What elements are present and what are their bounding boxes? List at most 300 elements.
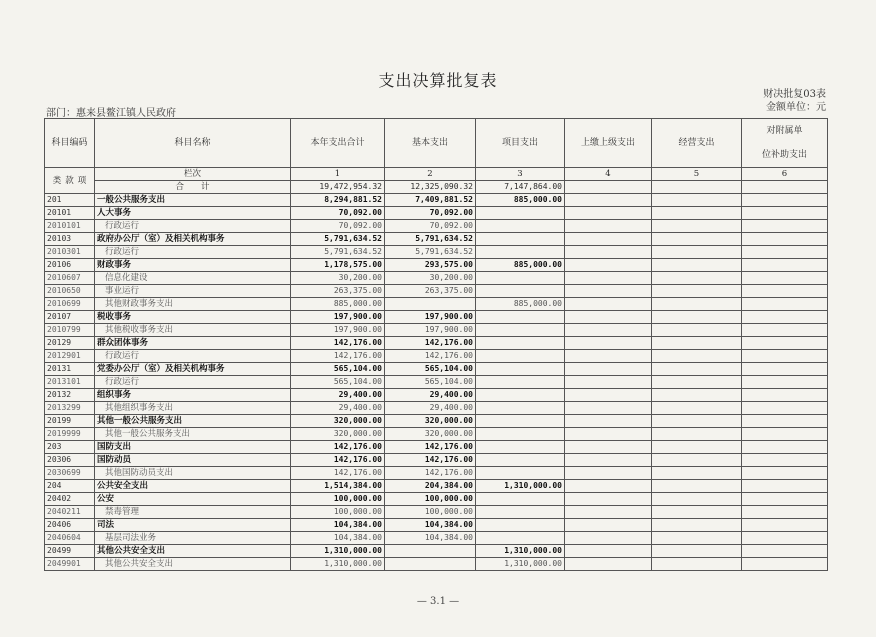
row-business bbox=[652, 454, 742, 467]
row-project: 885,000.00 bbox=[476, 259, 565, 272]
row-basic: 320,000.00 bbox=[385, 428, 476, 441]
table-row bbox=[45, 285, 828, 298]
row-basic: 7,409,881.52 bbox=[385, 194, 476, 207]
row-business bbox=[652, 415, 742, 428]
row-basic: 29,400.00 bbox=[385, 389, 476, 402]
row-code: 20103 bbox=[45, 233, 95, 246]
row-project bbox=[476, 207, 565, 220]
row-total: 565,104.00 bbox=[291, 376, 385, 389]
row-project bbox=[476, 415, 565, 428]
row-basic: 142,176.00 bbox=[385, 350, 476, 363]
row-total: 104,384.00 bbox=[291, 519, 385, 532]
row-name: 群众团体事务 bbox=[95, 337, 291, 350]
row-project bbox=[476, 376, 565, 389]
row-code: 20106 bbox=[45, 259, 95, 272]
table-row bbox=[45, 220, 828, 233]
row-code: 2010101 bbox=[45, 220, 95, 233]
table-row bbox=[45, 272, 828, 285]
row-business bbox=[652, 402, 742, 415]
row-subsidy bbox=[742, 233, 828, 246]
row-business bbox=[652, 493, 742, 506]
table-row bbox=[45, 194, 828, 207]
row-name: 其他一般公共服务支出 bbox=[95, 428, 291, 441]
table-row bbox=[45, 532, 828, 545]
row-business bbox=[652, 246, 742, 259]
row-name: 公安 bbox=[95, 493, 291, 506]
row-basic: 142,176.00 bbox=[385, 454, 476, 467]
row-business bbox=[652, 207, 742, 220]
row-business bbox=[652, 467, 742, 480]
row-name: 司法 bbox=[95, 519, 291, 532]
col-index-2: 2 bbox=[385, 168, 476, 181]
row-name: 一般公共服务支出 bbox=[95, 194, 291, 207]
row-upper bbox=[565, 246, 652, 259]
row-project: 1,310,000.00 bbox=[476, 558, 565, 571]
row-project: 1,310,000.00 bbox=[476, 545, 565, 558]
row-name: 行政运行 bbox=[95, 246, 291, 259]
row-business bbox=[652, 194, 742, 207]
header-project: 项目支出 bbox=[476, 119, 565, 168]
row-business bbox=[652, 363, 742, 376]
total-total: 19,472,954.32 bbox=[291, 181, 385, 194]
row-project bbox=[476, 246, 565, 259]
row-business bbox=[652, 350, 742, 363]
row-name: 事业运行 bbox=[95, 285, 291, 298]
label-lei: 类 bbox=[52, 175, 62, 186]
row-name: 财政事务 bbox=[95, 259, 291, 272]
row-total: 1,514,384.00 bbox=[291, 480, 385, 493]
row-subsidy bbox=[742, 324, 828, 337]
row-business bbox=[652, 441, 742, 454]
row-upper bbox=[565, 519, 652, 532]
row-subsidy bbox=[742, 363, 828, 376]
row-upper bbox=[565, 363, 652, 376]
row-basic: 197,900.00 bbox=[385, 311, 476, 324]
row-subsidy bbox=[742, 389, 828, 402]
row-upper bbox=[565, 428, 652, 441]
row-project: 885,000.00 bbox=[476, 194, 565, 207]
row-subsidy bbox=[742, 519, 828, 532]
row-upper bbox=[565, 402, 652, 415]
table-row bbox=[45, 363, 828, 376]
row-upper bbox=[565, 480, 652, 493]
row-total: 5,791,634.52 bbox=[291, 246, 385, 259]
row-business bbox=[652, 324, 742, 337]
row-upper bbox=[565, 285, 652, 298]
table-row bbox=[45, 350, 828, 363]
row-subsidy bbox=[742, 480, 828, 493]
row-subsidy bbox=[742, 207, 828, 220]
total-basic: 12,325,090.32 bbox=[385, 181, 476, 194]
row-name: 基层司法业务 bbox=[95, 532, 291, 545]
row-business bbox=[652, 506, 742, 519]
row-total: 320,000.00 bbox=[291, 428, 385, 441]
row-subsidy bbox=[742, 246, 828, 259]
row-total: 100,000.00 bbox=[291, 506, 385, 519]
row-code: 20199 bbox=[45, 415, 95, 428]
header-business: 经营支出 bbox=[652, 119, 742, 168]
row-name: 公共安全支出 bbox=[95, 480, 291, 493]
row-upper bbox=[565, 558, 652, 571]
row-project bbox=[476, 389, 565, 402]
row-business bbox=[652, 298, 742, 311]
row-upper bbox=[565, 233, 652, 246]
col-index-5: 5 bbox=[652, 168, 742, 181]
row-total: 142,176.00 bbox=[291, 350, 385, 363]
row-basic bbox=[385, 298, 476, 311]
row-basic: 293,575.00 bbox=[385, 259, 476, 272]
row-code: 20402 bbox=[45, 493, 95, 506]
row-project bbox=[476, 233, 565, 246]
row-basic bbox=[385, 545, 476, 558]
header-upper: 上缴上级支出 bbox=[565, 119, 652, 168]
row-basic: 565,104.00 bbox=[385, 363, 476, 376]
row-code: 2013299 bbox=[45, 402, 95, 415]
table-row bbox=[45, 454, 828, 467]
total-project: 7,147,864.00 bbox=[476, 181, 565, 194]
row-project bbox=[476, 532, 565, 545]
row-name: 国防动员 bbox=[95, 454, 291, 467]
row-code: 2030699 bbox=[45, 467, 95, 480]
col-index-6: 6 bbox=[742, 168, 828, 181]
row-business bbox=[652, 259, 742, 272]
row-name: 其他财政事务支出 bbox=[95, 298, 291, 311]
department-label: 部门：惠来县鳌江镇人民政府 bbox=[46, 108, 176, 119]
row-name: 税收事务 bbox=[95, 311, 291, 324]
row-name: 其他公共安全支出 bbox=[95, 545, 291, 558]
row-basic: 142,176.00 bbox=[385, 467, 476, 480]
row-basic bbox=[385, 558, 476, 571]
table-row bbox=[45, 311, 828, 324]
table-row bbox=[45, 558, 828, 571]
row-subsidy bbox=[742, 194, 828, 207]
row-basic: 320,000.00 bbox=[385, 415, 476, 428]
row-total: 1,310,000.00 bbox=[291, 545, 385, 558]
row-project bbox=[476, 337, 565, 350]
header-subsidy bbox=[742, 119, 828, 168]
form-meta bbox=[763, 88, 826, 114]
row-upper bbox=[565, 493, 652, 506]
col-index-4: 4 bbox=[565, 168, 652, 181]
row-project bbox=[476, 220, 565, 233]
row-subsidy bbox=[742, 415, 828, 428]
header-subsidy-line2: 位补助支出 bbox=[761, 150, 807, 160]
table-row bbox=[45, 376, 828, 389]
row-subsidy bbox=[742, 220, 828, 233]
row-total: 565,104.00 bbox=[291, 363, 385, 376]
row-basic: 5,791,634.52 bbox=[385, 233, 476, 246]
row-subsidy bbox=[742, 376, 828, 389]
row-name: 国防支出 bbox=[95, 441, 291, 454]
row-business bbox=[652, 285, 742, 298]
row-subsidy bbox=[742, 493, 828, 506]
row-code: 2040211 bbox=[45, 506, 95, 519]
row-name: 人大事务 bbox=[95, 207, 291, 220]
row-basic: 104,384.00 bbox=[385, 519, 476, 532]
table-row bbox=[45, 207, 828, 220]
row-name: 其他组织事务支出 bbox=[95, 402, 291, 415]
row-project bbox=[476, 285, 565, 298]
row-business bbox=[652, 480, 742, 493]
row-code: 2019999 bbox=[45, 428, 95, 441]
row-project bbox=[476, 311, 565, 324]
row-business bbox=[652, 428, 742, 441]
row-business bbox=[652, 233, 742, 246]
row-code: 2013101 bbox=[45, 376, 95, 389]
row-basic: 100,000.00 bbox=[385, 493, 476, 506]
row-code: 204 bbox=[45, 480, 95, 493]
row-total: 142,176.00 bbox=[291, 467, 385, 480]
table-row bbox=[45, 259, 828, 272]
row-business bbox=[652, 532, 742, 545]
row-total: 100,000.00 bbox=[291, 493, 385, 506]
row-project bbox=[476, 272, 565, 285]
row-upper bbox=[565, 389, 652, 402]
row-subsidy bbox=[742, 402, 828, 415]
label-xiang: 项 bbox=[77, 175, 87, 186]
row-basic: 142,176.00 bbox=[385, 337, 476, 350]
column-index-row bbox=[45, 168, 828, 181]
row-name: 政府办公厅（室）及相关机构事务 bbox=[95, 233, 291, 246]
row-basic: 100,000.00 bbox=[385, 506, 476, 519]
row-total: 1,310,000.00 bbox=[291, 558, 385, 571]
row-code: 20132 bbox=[45, 389, 95, 402]
row-basic: 142,176.00 bbox=[385, 441, 476, 454]
row-basic: 197,900.00 bbox=[385, 324, 476, 337]
row-total: 70,092.00 bbox=[291, 207, 385, 220]
row-project bbox=[476, 324, 565, 337]
row-name: 行政运行 bbox=[95, 220, 291, 233]
row-subsidy bbox=[742, 259, 828, 272]
row-total: 5,791,634.52 bbox=[291, 233, 385, 246]
header-row bbox=[45, 119, 828, 168]
row-code: 2010607 bbox=[45, 272, 95, 285]
label-lanci: 栏次 bbox=[95, 168, 291, 181]
row-basic: 29,400.00 bbox=[385, 402, 476, 415]
row-code: 203 bbox=[45, 441, 95, 454]
table-row bbox=[45, 467, 828, 480]
row-total: 30,200.00 bbox=[291, 272, 385, 285]
row-basic: 70,092.00 bbox=[385, 220, 476, 233]
row-basic: 5,791,634.52 bbox=[385, 246, 476, 259]
table-row bbox=[45, 298, 828, 311]
row-total: 1,178,575.00 bbox=[291, 259, 385, 272]
row-upper bbox=[565, 506, 652, 519]
row-upper bbox=[565, 376, 652, 389]
row-project bbox=[476, 467, 565, 480]
row-project bbox=[476, 519, 565, 532]
label-kuan: 款 bbox=[65, 175, 74, 186]
row-business bbox=[652, 545, 742, 558]
table-row bbox=[45, 402, 828, 415]
row-project: 1,310,000.00 bbox=[476, 480, 565, 493]
table-row bbox=[45, 246, 828, 259]
row-upper bbox=[565, 194, 652, 207]
row-name: 行政运行 bbox=[95, 350, 291, 363]
table-body bbox=[45, 194, 828, 571]
row-project bbox=[476, 454, 565, 467]
table-row bbox=[45, 493, 828, 506]
row-code: 20107 bbox=[45, 311, 95, 324]
row-business bbox=[652, 272, 742, 285]
row-basic: 204,384.00 bbox=[385, 480, 476, 493]
expenditure-table bbox=[44, 118, 828, 571]
row-upper bbox=[565, 259, 652, 272]
row-code: 20129 bbox=[45, 337, 95, 350]
row-subsidy bbox=[742, 441, 828, 454]
row-subsidy bbox=[742, 298, 828, 311]
row-total: 320,000.00 bbox=[291, 415, 385, 428]
row-total: 29,400.00 bbox=[291, 389, 385, 402]
row-total: 197,900.00 bbox=[291, 324, 385, 337]
page-title: 支出决算批复表 bbox=[378, 71, 498, 90]
row-total: 142,176.00 bbox=[291, 454, 385, 467]
total-upper bbox=[565, 181, 652, 194]
row-name: 其他税收事务支出 bbox=[95, 324, 291, 337]
row-total: 29,400.00 bbox=[291, 402, 385, 415]
row-name: 信息化建设 bbox=[95, 272, 291, 285]
row-code: 20406 bbox=[45, 519, 95, 532]
row-code: 20499 bbox=[45, 545, 95, 558]
row-code: 2010650 bbox=[45, 285, 95, 298]
row-name: 其他一般公共服务支出 bbox=[95, 415, 291, 428]
unit-label: 金额单位：元 bbox=[766, 102, 826, 113]
row-name: 党委办公厅（室）及相关机构事务 bbox=[95, 363, 291, 376]
total-business bbox=[652, 181, 742, 194]
row-code: 2010799 bbox=[45, 324, 95, 337]
row-code: 201 bbox=[45, 194, 95, 207]
table-row bbox=[45, 480, 828, 493]
row-total: 8,294,881.52 bbox=[291, 194, 385, 207]
header-basic: 基本支出 bbox=[385, 119, 476, 168]
row-business bbox=[652, 519, 742, 532]
row-code: 20101 bbox=[45, 207, 95, 220]
row-upper bbox=[565, 207, 652, 220]
row-project bbox=[476, 506, 565, 519]
row-subsidy bbox=[742, 337, 828, 350]
row-code: 2012901 bbox=[45, 350, 95, 363]
row-total: 142,176.00 bbox=[291, 441, 385, 454]
col-index-1: 1 bbox=[291, 168, 385, 181]
row-upper bbox=[565, 415, 652, 428]
row-upper bbox=[565, 545, 652, 558]
row-subsidy bbox=[742, 467, 828, 480]
row-project bbox=[476, 402, 565, 415]
row-subsidy bbox=[742, 428, 828, 441]
table-row bbox=[45, 506, 828, 519]
table-row bbox=[45, 519, 828, 532]
row-code: 20131 bbox=[45, 363, 95, 376]
table-row bbox=[45, 389, 828, 402]
table-row bbox=[45, 324, 828, 337]
row-name: 组织事务 bbox=[95, 389, 291, 402]
row-upper bbox=[565, 532, 652, 545]
row-subsidy bbox=[742, 285, 828, 298]
form-code: 财决批复03表 bbox=[763, 89, 826, 100]
row-subsidy bbox=[742, 545, 828, 558]
row-business bbox=[652, 311, 742, 324]
row-code: 2049901 bbox=[45, 558, 95, 571]
row-upper bbox=[565, 467, 652, 480]
row-upper bbox=[565, 272, 652, 285]
table-row bbox=[45, 415, 828, 428]
row-upper bbox=[565, 324, 652, 337]
row-subsidy bbox=[742, 506, 828, 519]
row-business bbox=[652, 558, 742, 571]
row-code: 20306 bbox=[45, 454, 95, 467]
totals-row bbox=[45, 181, 828, 194]
page-number: — 3.1 — bbox=[416, 596, 460, 607]
row-basic: 263,375.00 bbox=[385, 285, 476, 298]
row-subsidy bbox=[742, 558, 828, 571]
header-total: 本年支出合计 bbox=[291, 119, 385, 168]
header-name: 科目名称 bbox=[95, 119, 291, 168]
row-name: 行政运行 bbox=[95, 376, 291, 389]
row-subsidy bbox=[742, 272, 828, 285]
row-code: 2010699 bbox=[45, 298, 95, 311]
row-subsidy bbox=[742, 311, 828, 324]
row-business bbox=[652, 337, 742, 350]
row-upper bbox=[565, 337, 652, 350]
row-basic: 70,092.00 bbox=[385, 207, 476, 220]
row-project bbox=[476, 441, 565, 454]
row-upper bbox=[565, 298, 652, 311]
row-name: 其他国防动员支出 bbox=[95, 467, 291, 480]
total-subsidy bbox=[742, 181, 828, 194]
table-row bbox=[45, 233, 828, 246]
row-total: 263,375.00 bbox=[291, 285, 385, 298]
row-name: 禁毒管理 bbox=[95, 506, 291, 519]
row-total: 70,092.00 bbox=[291, 220, 385, 233]
row-project bbox=[476, 350, 565, 363]
row-upper bbox=[565, 441, 652, 454]
category-level-cell bbox=[45, 168, 95, 194]
row-total: 197,900.00 bbox=[291, 311, 385, 324]
col-index-3: 3 bbox=[476, 168, 565, 181]
table-row bbox=[45, 337, 828, 350]
row-subsidy bbox=[742, 532, 828, 545]
label-heji: 合 计 bbox=[95, 181, 291, 194]
row-project bbox=[476, 363, 565, 376]
row-business bbox=[652, 220, 742, 233]
row-upper bbox=[565, 350, 652, 363]
row-code: 2010301 bbox=[45, 246, 95, 259]
row-project bbox=[476, 493, 565, 506]
row-upper bbox=[565, 311, 652, 324]
table-row bbox=[45, 545, 828, 558]
row-upper bbox=[565, 220, 652, 233]
row-basic: 565,104.00 bbox=[385, 376, 476, 389]
row-business bbox=[652, 376, 742, 389]
row-total: 885,000.00 bbox=[291, 298, 385, 311]
row-total: 142,176.00 bbox=[291, 337, 385, 350]
header-code: 科目编码 bbox=[45, 119, 95, 168]
row-business bbox=[652, 389, 742, 402]
table-row bbox=[45, 441, 828, 454]
table-row bbox=[45, 428, 828, 441]
row-basic: 104,384.00 bbox=[385, 532, 476, 545]
header-subsidy-line1: 对附属单 bbox=[766, 126, 803, 136]
row-upper bbox=[565, 454, 652, 467]
row-subsidy bbox=[742, 350, 828, 363]
row-subsidy bbox=[742, 454, 828, 467]
row-code: 2040604 bbox=[45, 532, 95, 545]
row-project bbox=[476, 428, 565, 441]
row-total: 104,384.00 bbox=[291, 532, 385, 545]
row-name: 其他公共安全支出 bbox=[95, 558, 291, 571]
row-basic: 30,200.00 bbox=[385, 272, 476, 285]
row-project: 885,000.00 bbox=[476, 298, 565, 311]
